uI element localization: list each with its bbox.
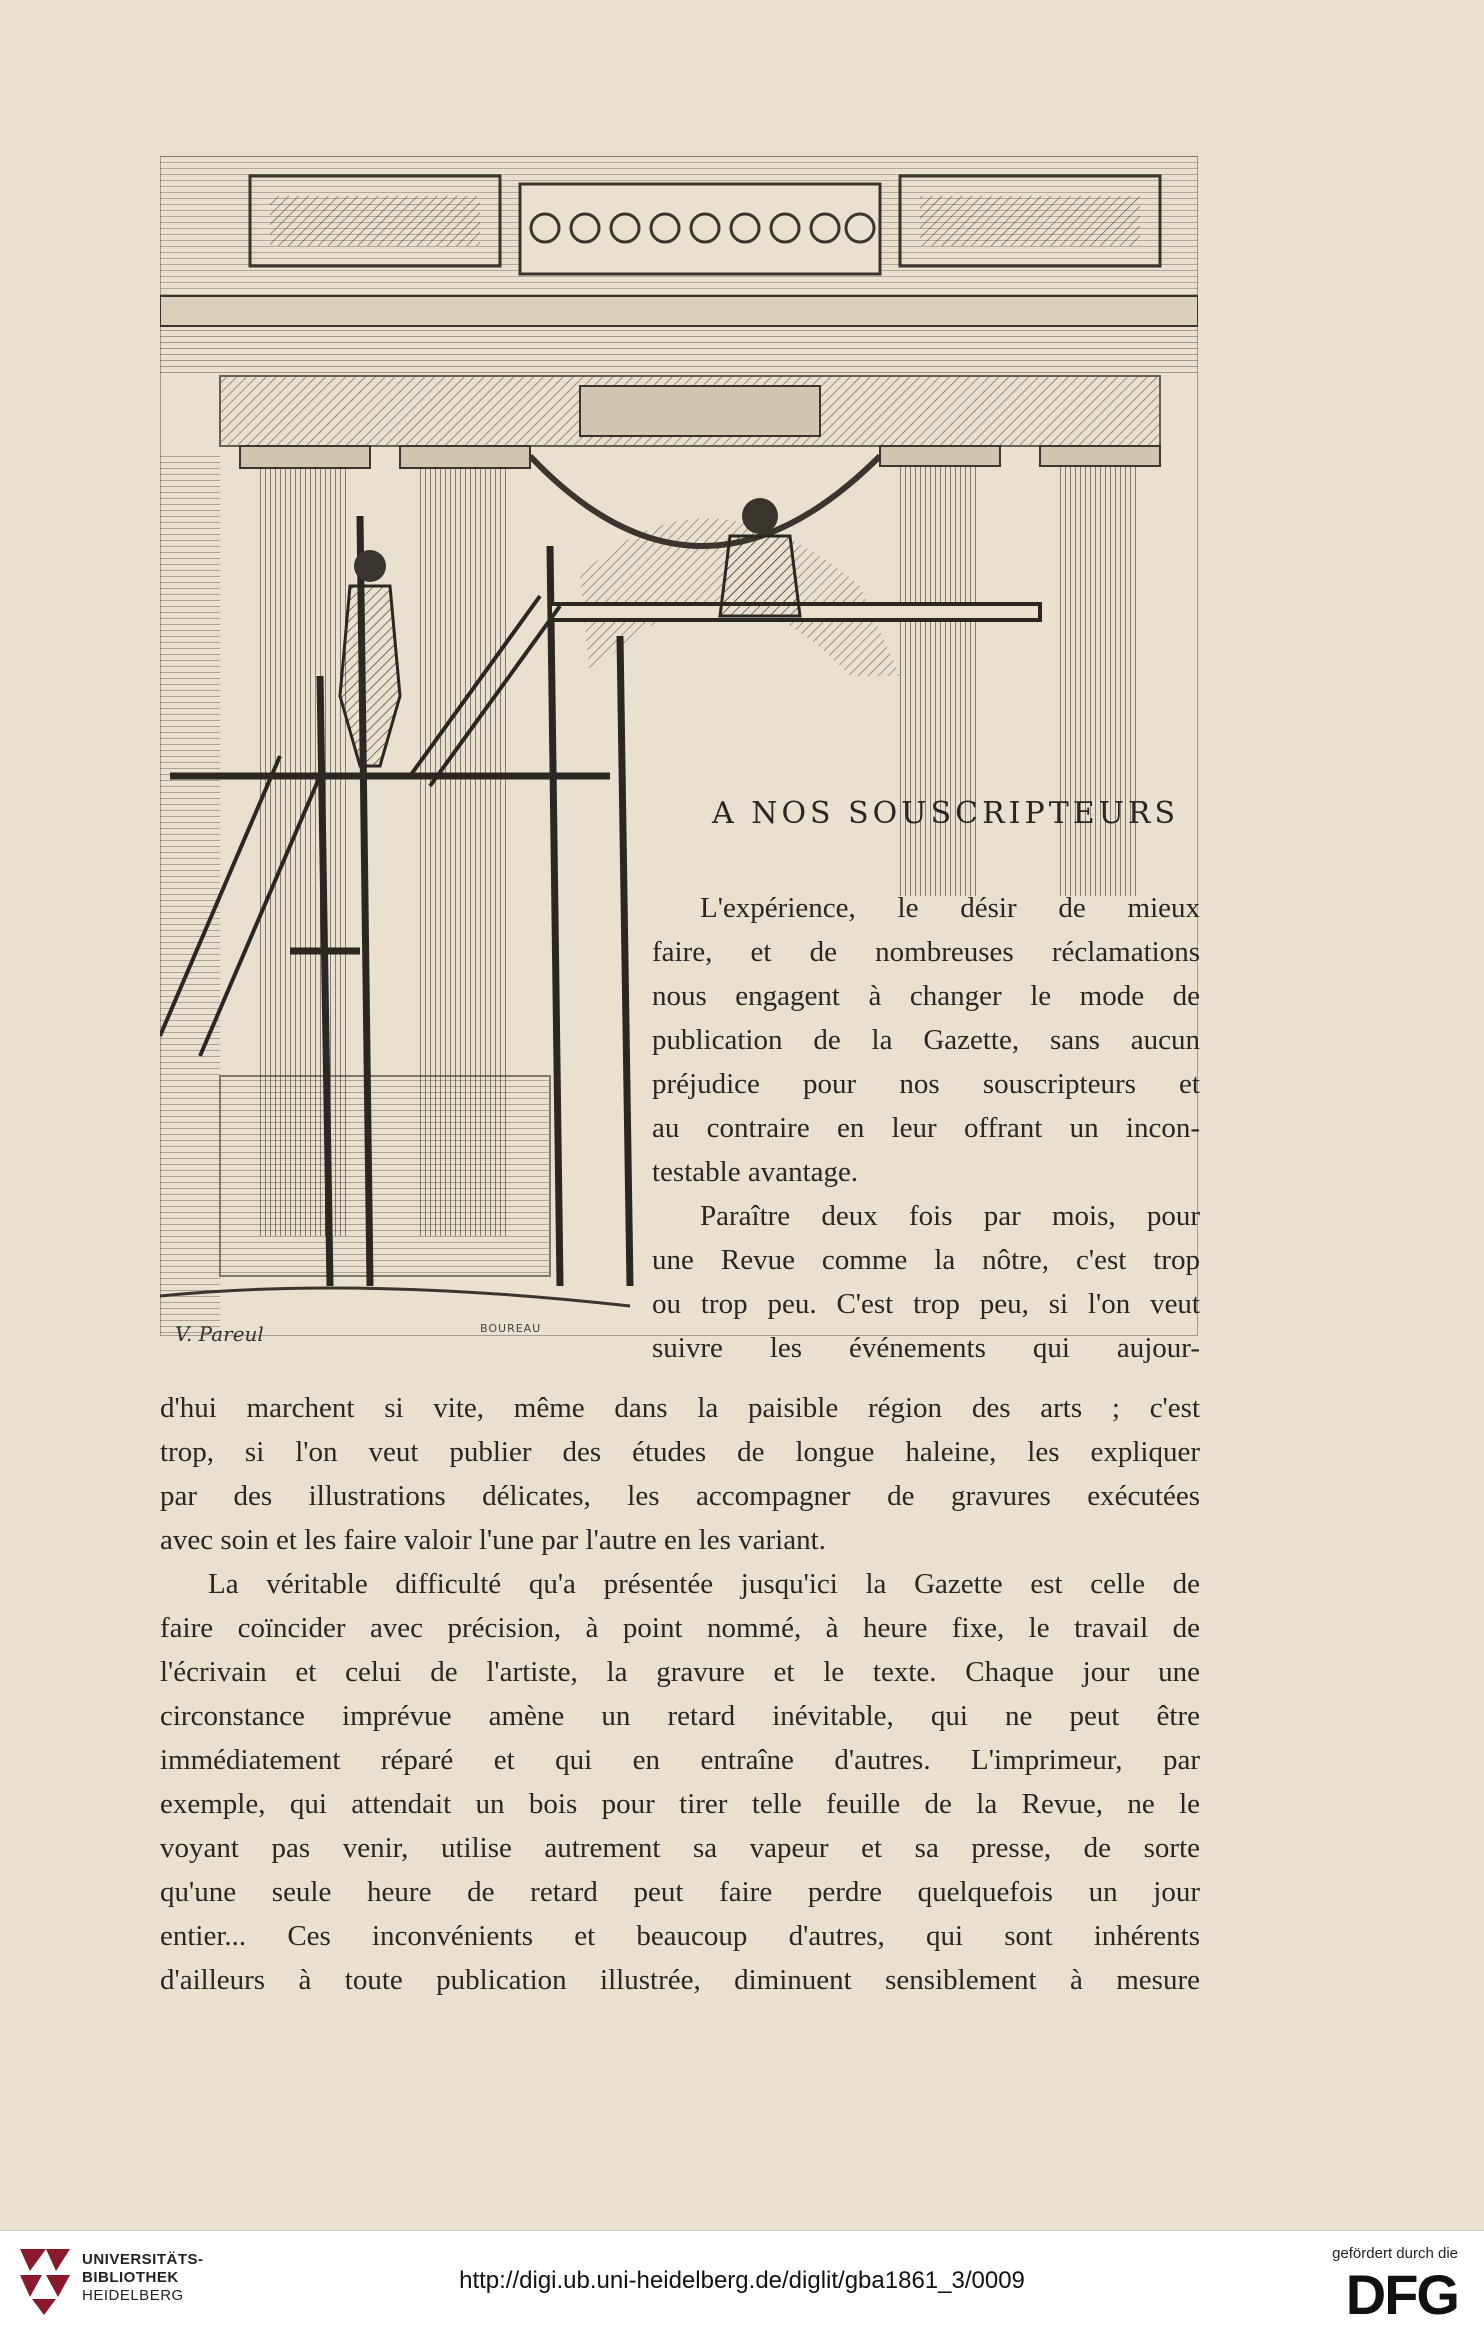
text-line: entier... Ces inconvénients et beaucoup d'autres, qui sont inhérents bbox=[160, 1920, 1200, 1952]
text-line: ou trop peu. C'est trop peu, si l'on veut bbox=[652, 1288, 1200, 1320]
text-column-beside-illustration bbox=[652, 886, 1200, 1370]
text-line: L'expérience, le désir de mieux bbox=[700, 892, 1200, 924]
text-line: préjudice pour nos souscripteurs et bbox=[652, 1068, 1200, 1100]
text-line: au contraire en leur offrant un incon- bbox=[652, 1112, 1200, 1144]
text-line: par des illustrations délicates, les accompagner de gravures exécutées bbox=[160, 1480, 1200, 1512]
library-name-line: BIBLIOTHEK bbox=[82, 2269, 179, 2286]
text-line: publication de la Gazette, sans aucun bbox=[652, 1024, 1200, 1056]
text-line: testable avantage. bbox=[652, 1156, 859, 1188]
text-line: nous engagent à changer le mode de bbox=[652, 980, 1200, 1012]
digitization-footer bbox=[0, 2230, 1484, 2333]
text-line: exemple, qui attendait un bois pour tirer telle feuille de la Revue, ne le bbox=[160, 1788, 1200, 1820]
text-line: qu'une seule heure de retard peut faire perdre quelquefois un jour bbox=[160, 1876, 1200, 1908]
text-line: avec soin et les faire valoir l'une par l'autre en les variant. bbox=[160, 1524, 826, 1556]
text-line: immédiatement réparé et qui en entraîne d'autres. L'imprimeur, par bbox=[160, 1744, 1200, 1776]
text-line: trop, si l'on veut publier des études de longue haleine, les expliquer bbox=[160, 1436, 1200, 1468]
text-line: voyant pas venir, utilise autrement sa vapeur et sa presse, de sorte bbox=[160, 1832, 1200, 1864]
text-line: faire, et de nombreuses réclamations bbox=[652, 936, 1200, 968]
text-line: faire coïncider avec précision, à point nommé, à heure fixe, le travail de bbox=[160, 1612, 1200, 1644]
text-full-width bbox=[160, 1386, 1200, 2002]
text-line: La véritable difficulté qu'a présentée jusqu'ici la Gazette est celle de bbox=[208, 1568, 1200, 1600]
text-line: l'écrivain et celui de l'artiste, la gravure et le texte. Chaque jour une bbox=[160, 1656, 1200, 1688]
text-line: circonstance imprévue amène un retard inévitable, qui ne peut être bbox=[160, 1700, 1200, 1732]
funder-caption: gefördert durch die bbox=[1332, 2245, 1458, 2262]
engraver-signature-left: V. Pareul bbox=[175, 1322, 264, 1346]
text-line: d'hui marchent si vite, même dans la paisible région des arts ; c'est bbox=[160, 1392, 1200, 1424]
library-name-line: UNIVERSITÄTS- bbox=[82, 2251, 204, 2268]
text-line: une Revue comme la nôtre, c'est trop bbox=[652, 1244, 1200, 1276]
dfg-logo: DFG bbox=[1345, 2263, 1458, 2326]
text-line: d'ailleurs à toute publication illustrée, diminuent sensiblement à mesure bbox=[160, 1964, 1200, 1996]
text-line: Paraître deux fois par mois, pour bbox=[700, 1200, 1200, 1232]
permalink-url[interactable]: http://digi.ub.uni-heidelberg.de/diglit/gba1861_3/0009 bbox=[459, 2267, 1025, 2294]
text-line: suivre les événements qui aujour- bbox=[652, 1332, 1200, 1364]
library-name-line: HEIDELBERG bbox=[82, 2287, 184, 2304]
article-title: A NOS SOUSCRIPTEURS bbox=[712, 796, 1180, 831]
engraver-signature-right: BOUREAU bbox=[480, 1322, 542, 1335]
